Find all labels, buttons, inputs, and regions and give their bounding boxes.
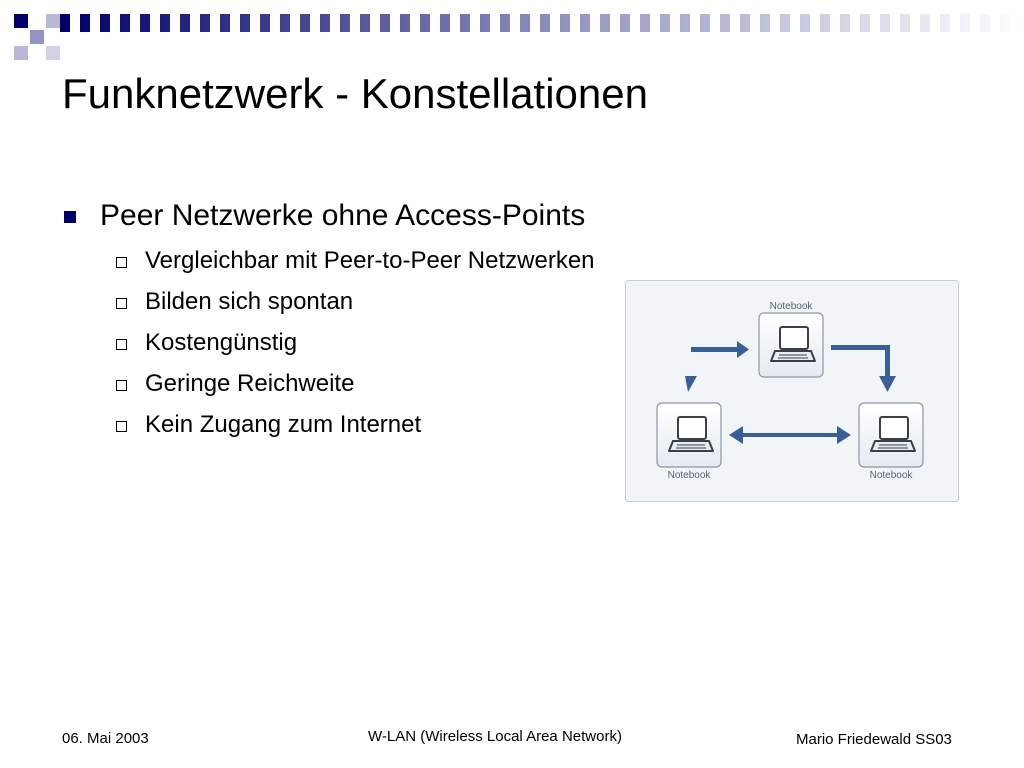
hollow-square-bullet-icon bbox=[116, 298, 127, 309]
bullet-level2 bbox=[62, 327, 602, 359]
bullet-level1 bbox=[62, 196, 602, 236]
hollow-square-bullet-icon bbox=[116, 339, 127, 350]
bullet-list bbox=[62, 196, 602, 441]
bullet-text: Bilden sich spontan bbox=[145, 288, 354, 315]
top-gradient-bar bbox=[60, 14, 1024, 32]
filled-square-bullet-icon bbox=[64, 211, 76, 223]
notebook-right-icon bbox=[859, 403, 923, 467]
bullet-text: Geringe Reichweite bbox=[145, 370, 355, 397]
notebook-right-label: Notebook bbox=[869, 470, 913, 481]
footer-author: Mario Friedewald SS03 bbox=[796, 731, 952, 748]
slide-title: Funknetzwerk - Konstellationen bbox=[62, 70, 648, 117]
bullet-text: Vergleichbar mit Peer-to-Peer Netzwerken bbox=[145, 247, 595, 274]
deco-square bbox=[14, 14, 28, 28]
notebook-left-label: Notebook bbox=[667, 470, 711, 481]
hollow-square-bullet-icon bbox=[116, 257, 127, 268]
bullet-level2 bbox=[62, 245, 602, 277]
notebook-top-label: Notebook bbox=[769, 301, 813, 312]
deco-square bbox=[14, 46, 28, 60]
bullet-text: Peer Netzwerke ohne Access-Points bbox=[100, 199, 586, 232]
bullet-level2 bbox=[62, 368, 602, 400]
deco-square bbox=[46, 14, 60, 28]
deco-square bbox=[30, 30, 44, 44]
deco-square bbox=[46, 46, 60, 60]
hollow-square-bullet-icon bbox=[116, 421, 127, 432]
footer-title: W-LAN (Wireless Local Area Network) bbox=[368, 728, 622, 745]
bullet-text: Kein Zugang zum Internet bbox=[145, 411, 422, 438]
bullet-text: Kostengünstig bbox=[145, 329, 298, 356]
bullet-level2 bbox=[62, 286, 602, 318]
notebook-left-icon bbox=[657, 403, 721, 467]
footer-date: 06. Mai 2003 bbox=[62, 730, 149, 747]
bullet-level2 bbox=[62, 409, 602, 441]
peer-network-diagram bbox=[625, 280, 959, 502]
notebook-top-icon bbox=[759, 313, 823, 377]
hollow-square-bullet-icon bbox=[116, 380, 127, 391]
